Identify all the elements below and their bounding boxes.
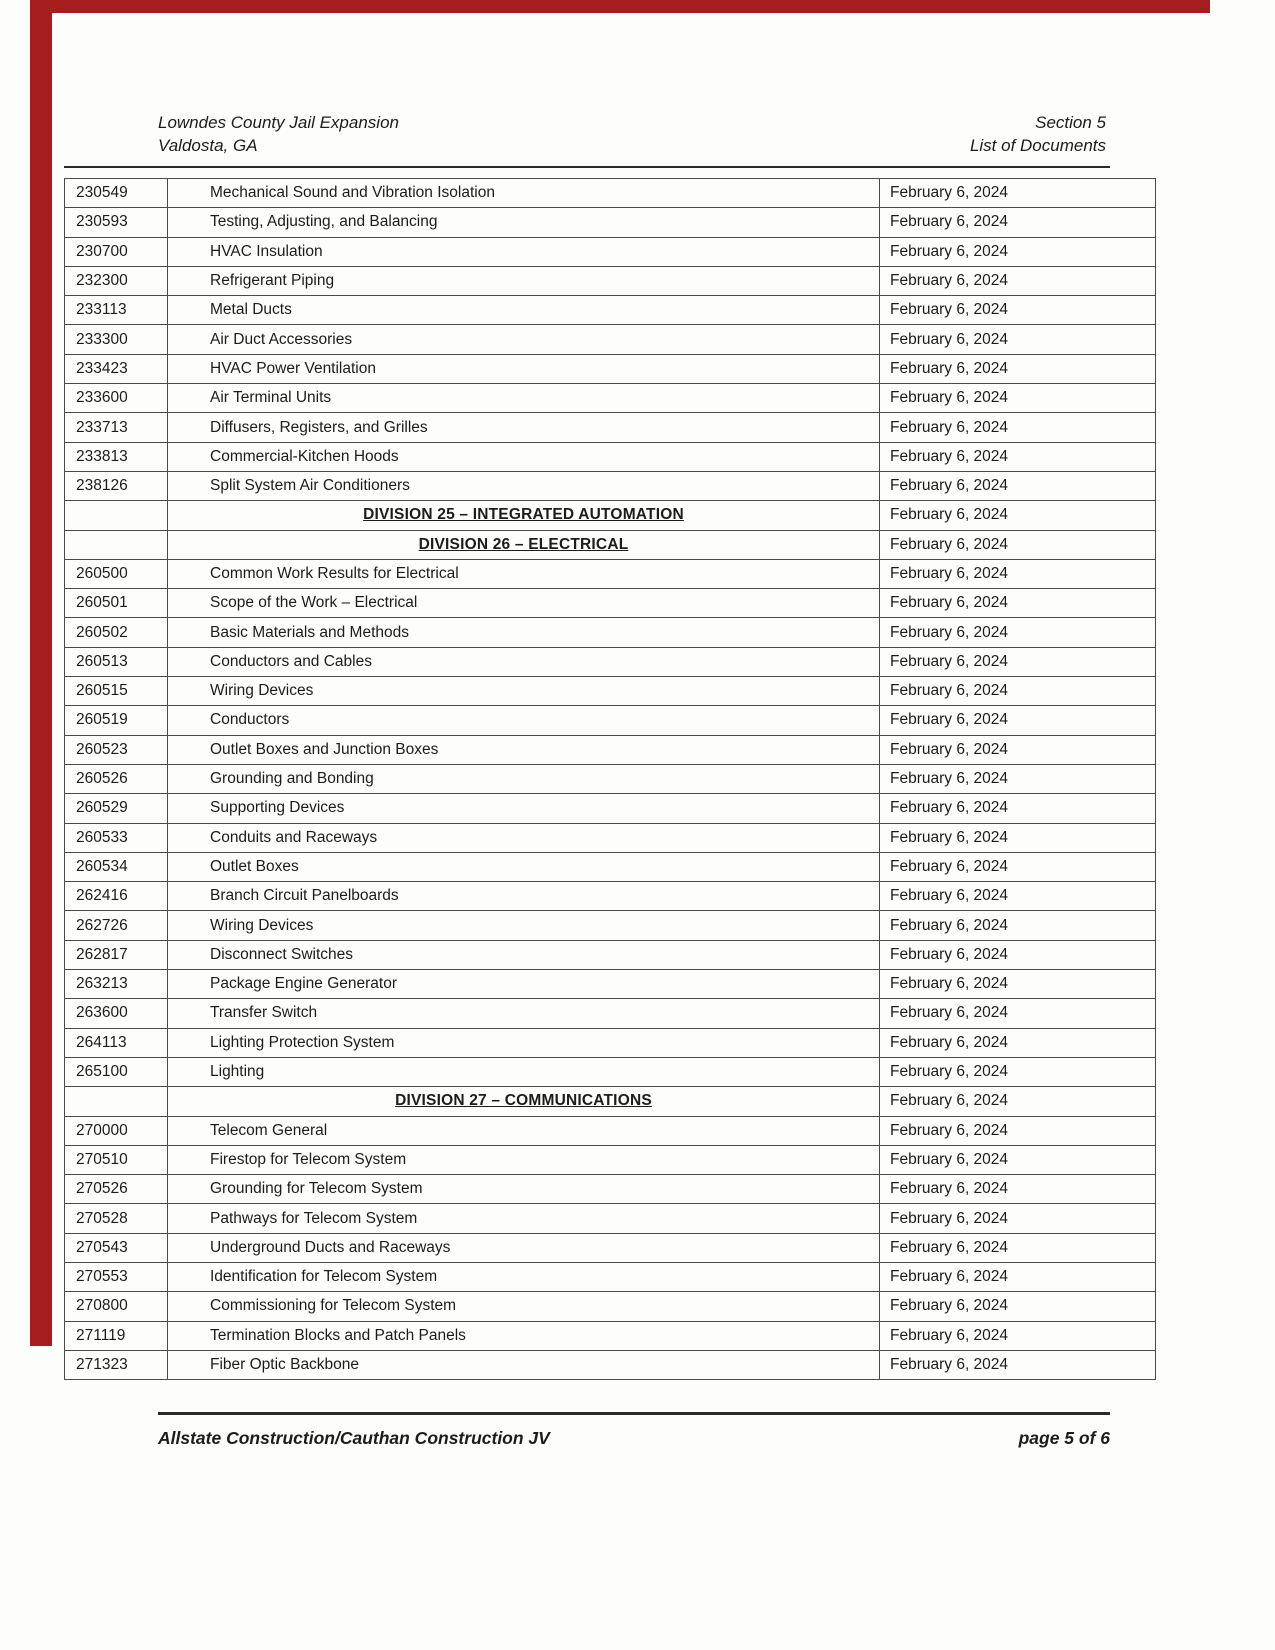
doc-number-cell (64, 531, 168, 559)
table-row (64, 1058, 1156, 1087)
doc-date-cell: February 6, 2024 (880, 1087, 1156, 1115)
doc-number-cell: 260513 (64, 648, 168, 676)
doc-date-cell: February 6, 2024 (880, 1175, 1156, 1203)
doc-date-cell: February 6, 2024 (880, 1292, 1156, 1320)
doc-date-cell: February 6, 2024 (880, 208, 1156, 236)
table-row (64, 1263, 1156, 1292)
doc-title-cell: HVAC Insulation (168, 238, 880, 266)
doc-date-cell: February 6, 2024 (880, 1058, 1156, 1086)
doc-number-cell: 233600 (64, 384, 168, 412)
doc-number-cell (64, 501, 168, 529)
doc-date-cell: February 6, 2024 (880, 1029, 1156, 1057)
table-row (64, 970, 1156, 999)
doc-date-cell: February 6, 2024 (880, 325, 1156, 353)
doc-title-cell: Conductors and Cables (168, 648, 880, 676)
scan-edge-artifact-left (30, 0, 52, 1346)
table-row (64, 1234, 1156, 1263)
doc-title-cell: Supporting Devices (168, 794, 880, 822)
doc-date-cell: February 6, 2024 (880, 384, 1156, 412)
doc-date-cell: February 6, 2024 (880, 618, 1156, 646)
doc-title-cell: Termination Blocks and Patch Panels (168, 1322, 880, 1350)
doc-date-cell: February 6, 2024 (880, 443, 1156, 471)
doc-title-cell: Pathways for Telecom System (168, 1204, 880, 1232)
table-row (64, 853, 1156, 882)
doc-title-cell: Branch Circuit Panelboards (168, 882, 880, 910)
contractor-name: Allstate Construction/Cauthan Construction JV (158, 1428, 550, 1448)
doc-date-cell: February 6, 2024 (880, 1263, 1156, 1291)
doc-number-cell: 260501 (64, 589, 168, 617)
doc-date-cell: February 6, 2024 (880, 1351, 1156, 1379)
doc-date-cell: February 6, 2024 (880, 589, 1156, 617)
doc-date-cell: February 6, 2024 (880, 794, 1156, 822)
doc-title-cell: HVAC Power Ventilation (168, 355, 880, 383)
doc-title-cell: Testing, Adjusting, and Balancing (168, 208, 880, 236)
doc-number-cell: 260534 (64, 853, 168, 881)
doc-number-cell: 270510 (64, 1146, 168, 1174)
doc-number-cell (64, 1087, 168, 1115)
doc-number-cell: 233813 (64, 443, 168, 471)
doc-number-cell: 262817 (64, 941, 168, 969)
doc-number-cell: 270526 (64, 1175, 168, 1203)
doc-date-cell: February 6, 2024 (880, 648, 1156, 676)
table-row (64, 999, 1156, 1028)
section-number: Section 5 (1035, 113, 1106, 132)
doc-number-cell: 263213 (64, 970, 168, 998)
doc-date-cell: February 6, 2024 (880, 853, 1156, 881)
doc-title-cell: Wiring Devices (168, 911, 880, 939)
doc-number-cell: 260502 (64, 618, 168, 646)
table-row (64, 824, 1156, 853)
table-row (64, 413, 1156, 442)
doc-date-cell: February 6, 2024 (880, 970, 1156, 998)
header-divider (64, 166, 1110, 168)
project-location: Valdosta, GA (158, 135, 258, 155)
page-number: page 5 of 6 (1018, 1428, 1110, 1448)
doc-number-cell: 230700 (64, 238, 168, 266)
doc-number-cell: 260529 (64, 794, 168, 822)
doc-title-cell: Split System Air Conditioners (168, 472, 880, 500)
table-row (64, 736, 1156, 765)
doc-title-cell: Telecom General (168, 1117, 880, 1145)
division-title-cell: DIVISION 27 – COMMUNICATIONS (168, 1087, 880, 1115)
table-row (64, 1322, 1156, 1351)
table-row (64, 1204, 1156, 1233)
division-header-row (64, 531, 1156, 560)
doc-date-cell: February 6, 2024 (880, 1204, 1156, 1232)
division-title-cell: DIVISION 25 – INTEGRATED AUTOMATION (168, 501, 880, 529)
doc-number-cell: 233300 (64, 325, 168, 353)
table-row (64, 1146, 1156, 1175)
doc-date-cell: February 6, 2024 (880, 706, 1156, 734)
page-footer (158, 1428, 1110, 1449)
doc-title-cell: Fiber Optic Backbone (168, 1351, 880, 1379)
doc-number-cell: 260523 (64, 736, 168, 764)
table-row (64, 238, 1156, 267)
doc-number-cell: 262726 (64, 911, 168, 939)
section-info (970, 112, 1106, 158)
doc-date-cell: February 6, 2024 (880, 1322, 1156, 1350)
table-row (64, 589, 1156, 618)
doc-number-cell: 233113 (64, 296, 168, 324)
project-name: Lowndes County Jail Expansion (158, 113, 399, 132)
doc-date-cell: February 6, 2024 (880, 238, 1156, 266)
table-row (64, 706, 1156, 735)
doc-title-cell: Refrigerant Piping (168, 267, 880, 295)
doc-title-cell: Conductors (168, 706, 880, 734)
doc-date-cell: February 6, 2024 (880, 501, 1156, 529)
doc-title-cell: Metal Ducts (168, 296, 880, 324)
table-row (64, 765, 1156, 794)
page-header (158, 112, 1106, 158)
doc-number-cell: 270543 (64, 1234, 168, 1262)
doc-date-cell: February 6, 2024 (880, 1117, 1156, 1145)
doc-date-cell: February 6, 2024 (880, 824, 1156, 852)
footer-divider (158, 1412, 1110, 1415)
doc-title-cell: Commissioning for Telecom System (168, 1292, 880, 1320)
doc-date-cell: February 6, 2024 (880, 736, 1156, 764)
table-row (64, 384, 1156, 413)
doc-number-cell: 263600 (64, 999, 168, 1027)
doc-date-cell: February 6, 2024 (880, 882, 1156, 910)
doc-date-cell: February 6, 2024 (880, 1234, 1156, 1262)
division-title-cell: DIVISION 26 – ELECTRICAL (168, 531, 880, 559)
doc-number-cell: 238126 (64, 472, 168, 500)
doc-number-cell: 233423 (64, 355, 168, 383)
doc-title-cell: Basic Materials and Methods (168, 618, 880, 646)
doc-date-cell: February 6, 2024 (880, 677, 1156, 705)
doc-date-cell: February 6, 2024 (880, 560, 1156, 588)
project-info (158, 112, 399, 158)
table-row (64, 443, 1156, 472)
doc-number-cell: 260500 (64, 560, 168, 588)
section-title: List of Documents (969, 135, 1106, 155)
doc-date-cell: February 6, 2024 (880, 472, 1156, 500)
doc-title-cell: Air Terminal Units (168, 384, 880, 412)
table-row (64, 1175, 1156, 1204)
table-row (64, 1117, 1156, 1146)
table-row (64, 677, 1156, 706)
doc-title-cell: Wiring Devices (168, 677, 880, 705)
table-row (64, 179, 1156, 208)
doc-date-cell: February 6, 2024 (880, 765, 1156, 793)
scan-edge-artifact-top (30, 0, 1210, 13)
doc-title-cell: Outlet Boxes (168, 853, 880, 881)
doc-title-cell: Common Work Results for Electrical (168, 560, 880, 588)
doc-date-cell: February 6, 2024 (880, 531, 1156, 559)
table-row (64, 648, 1156, 677)
doc-date-cell: February 6, 2024 (880, 296, 1156, 324)
doc-number-cell: 230593 (64, 208, 168, 236)
division-header-row (64, 1087, 1156, 1116)
doc-number-cell: 270528 (64, 1204, 168, 1232)
table-row (64, 882, 1156, 911)
table-row (64, 1029, 1156, 1058)
table-row (64, 1351, 1156, 1380)
doc-number-cell: 260526 (64, 765, 168, 793)
table-row (64, 1292, 1156, 1321)
table-row (64, 618, 1156, 647)
doc-title-cell: Lighting Protection System (168, 1029, 880, 1057)
doc-number-cell: 260519 (64, 706, 168, 734)
doc-number-cell: 260515 (64, 677, 168, 705)
doc-number-cell: 233713 (64, 413, 168, 441)
doc-date-cell: February 6, 2024 (880, 911, 1156, 939)
doc-title-cell: Mechanical Sound and Vibration Isolation (168, 179, 880, 207)
doc-number-cell: 260533 (64, 824, 168, 852)
doc-title-cell: Air Duct Accessories (168, 325, 880, 353)
doc-number-cell: 232300 (64, 267, 168, 295)
doc-title-cell: Conduits and Raceways (168, 824, 880, 852)
doc-title-cell: Identification for Telecom System (168, 1263, 880, 1291)
table-row (64, 560, 1156, 589)
doc-date-cell: February 6, 2024 (880, 413, 1156, 441)
documents-table (64, 178, 1156, 1380)
table-row (64, 267, 1156, 296)
table-row (64, 355, 1156, 384)
table-row (64, 296, 1156, 325)
doc-title-cell: Disconnect Switches (168, 941, 880, 969)
doc-date-cell: February 6, 2024 (880, 355, 1156, 383)
doc-title-cell: Transfer Switch (168, 999, 880, 1027)
table-row (64, 325, 1156, 354)
doc-title-cell: Grounding and Bonding (168, 765, 880, 793)
doc-number-cell: 271119 (64, 1322, 168, 1350)
doc-date-cell: February 6, 2024 (880, 179, 1156, 207)
doc-number-cell: 230549 (64, 179, 168, 207)
division-header-row (64, 501, 1156, 530)
doc-number-cell: 264113 (64, 1029, 168, 1057)
table-row (64, 911, 1156, 940)
doc-number-cell: 265100 (64, 1058, 168, 1086)
doc-date-cell: February 6, 2024 (880, 1146, 1156, 1174)
table-row (64, 941, 1156, 970)
table-row (64, 794, 1156, 823)
doc-title-cell: Diffusers, Registers, and Grilles (168, 413, 880, 441)
doc-date-cell: February 6, 2024 (880, 941, 1156, 969)
doc-number-cell: 270000 (64, 1117, 168, 1145)
doc-number-cell: 262416 (64, 882, 168, 910)
table-row (64, 208, 1156, 237)
doc-number-cell: 271323 (64, 1351, 168, 1379)
doc-number-cell: 270800 (64, 1292, 168, 1320)
doc-title-cell: Scope of the Work – Electrical (168, 589, 880, 617)
doc-date-cell: February 6, 2024 (880, 267, 1156, 295)
doc-title-cell: Outlet Boxes and Junction Boxes (168, 736, 880, 764)
doc-title-cell: Firestop for Telecom System (168, 1146, 880, 1174)
doc-title-cell: Package Engine Generator (168, 970, 880, 998)
doc-title-cell: Commercial-Kitchen Hoods (168, 443, 880, 471)
doc-date-cell: February 6, 2024 (880, 999, 1156, 1027)
table-row (64, 472, 1156, 501)
doc-title-cell: Lighting (168, 1058, 880, 1086)
doc-title-cell: Grounding for Telecom System (168, 1175, 880, 1203)
doc-number-cell: 270553 (64, 1263, 168, 1291)
doc-title-cell: Underground Ducts and Raceways (168, 1234, 880, 1262)
